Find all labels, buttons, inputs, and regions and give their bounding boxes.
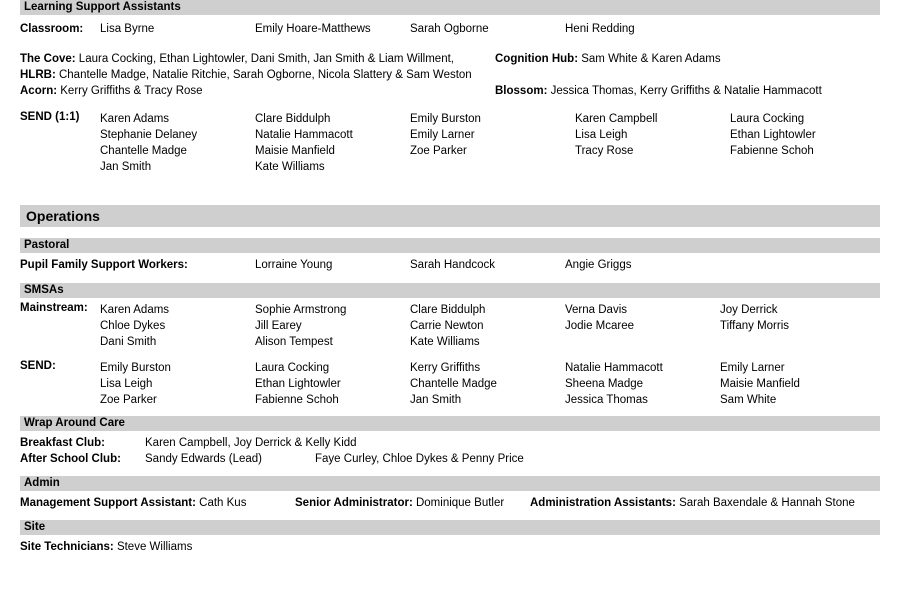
smsas-send-name: Sam White: [720, 394, 777, 406]
lsa-group-value: Jessica Thomas, Kerry Griffiths & Natalie Hammacott: [550, 85, 822, 97]
lsa-group-value: Sam White & Karen Adams: [581, 53, 721, 65]
lsa-send-name: Stephanie Delaney: [100, 129, 198, 141]
wrap-breakfast-value: Karen Campbell, Joy Derrick & Kelly Kidd: [145, 437, 357, 449]
smsas-name: Joy Derrick: [720, 304, 778, 316]
pastoral-name: Sarah Handcock: [410, 259, 496, 271]
wrap-after-rest: Faye Curley, Chloe Dykes & Penny Price: [315, 453, 524, 465]
lsa-group-row: [20, 67, 880, 83]
subsection-header-site: Site: [20, 520, 880, 535]
wrap-after-lead: Sandy Edwards (Lead): [145, 453, 262, 465]
lsa-send-name: Maisie Manfield: [255, 145, 335, 157]
site-value: Steve Williams: [116, 541, 193, 553]
subsection-header-pastoral: Pastoral: [20, 238, 880, 253]
admin-label: Administration Assistants:: [530, 497, 676, 509]
subsection-header-wrap-around-care: Wrap Around Care: [20, 416, 880, 431]
lsa-send-label: SEND (1:1): [20, 111, 80, 123]
lsa-classroom-name: Sarah Ogborne: [410, 23, 489, 35]
smsas-send-name: Jan Smith: [410, 394, 462, 406]
lsa-send-name: Lisa Leigh: [575, 129, 628, 141]
smsas-send-name: Sheena Madge: [565, 378, 644, 390]
smsas-mainstream-label: Mainstream:: [20, 302, 88, 314]
smsas-name: Dani Smith: [100, 336, 157, 348]
lsa-send-name: Laura Cocking: [730, 113, 805, 125]
lsa-send-name: Zoe Parker: [410, 145, 467, 157]
lsa-group-value: Kerry Griffiths & Tracy Rose: [60, 85, 203, 97]
lsa-send-name: Jan Smith: [100, 161, 152, 173]
smsas-send-label: SEND:: [20, 360, 56, 372]
pastoral-row: [20, 257, 880, 273]
lsa-send-name: Karen Adams: [100, 113, 170, 125]
smsas-name: Chloe Dykes: [100, 320, 166, 332]
smsas-send-name: Kerry Griffiths: [410, 362, 481, 374]
admin-value: Cath Kus: [199, 497, 247, 509]
pastoral-name: Lorraine Young: [255, 259, 333, 271]
pastoral-name: Angie Griggs: [565, 259, 632, 271]
smsas-name: Jodie Mcaree: [565, 320, 635, 332]
lsa-send-name: Clare Biddulph: [255, 113, 331, 125]
admin-row: [20, 495, 880, 511]
smsas-send-block: [20, 360, 880, 408]
smsas-send-name: Zoe Parker: [100, 394, 157, 406]
lsa-group-label: Cognition Hub:: [495, 53, 579, 65]
lsa-send-block: [20, 111, 880, 175]
smsas-send-name: Maisie Manfield: [720, 378, 800, 390]
lsa-send-name: Karen Campbell: [575, 113, 658, 125]
smsas-mainstream-block: [20, 302, 880, 350]
lsa-send-name: Emily Larner: [410, 129, 475, 141]
lsa-send-name: Chantelle Madge: [100, 145, 187, 157]
admin-value: Sarah Baxendale & Hannah Stone: [679, 497, 855, 509]
lsa-classroom-name: Heni Redding: [565, 23, 635, 35]
smsas-send-name: Jessica Thomas: [565, 394, 648, 406]
pastoral-label: Pupil Family Support Workers:: [20, 259, 188, 271]
smsas-name: Verna Davis: [565, 304, 628, 316]
smsas-send-name: Emily Burston: [100, 362, 171, 374]
site-row: [20, 539, 880, 555]
smsas-name: Kate Williams: [410, 336, 480, 348]
smsas-name: Tiffany Morris: [720, 320, 790, 332]
lsa-group-label: Acorn:: [20, 85, 58, 97]
admin-value: Dominique Butler: [415, 497, 505, 509]
smsas-send-name: Chantelle Madge: [410, 378, 497, 390]
smsas-send-name: Emily Larner: [720, 362, 785, 374]
wrap-breakfast-label: Breakfast Club:: [20, 437, 105, 449]
lsa-classroom-name: Lisa Byrne: [100, 23, 155, 35]
lsa-send-name: Ethan Lightowler: [730, 129, 816, 141]
lsa-send-name: Kate Williams: [255, 161, 325, 173]
admin-label: Senior Administrator:: [295, 497, 413, 509]
wrap-after-row: [20, 451, 880, 467]
wrap-after-label: After School Club:: [20, 453, 121, 465]
lsa-group-value: Chantelle Madge, Natalie Ritchie, Sarah Ogborne, Nicola Slattery & Sam Weston: [58, 69, 472, 81]
lsa-group-label: HLRB:: [20, 69, 56, 81]
lsa-classroom-label: Classroom:: [20, 23, 84, 35]
lsa-group-row: [20, 83, 880, 99]
smsas-send-name: Natalie Hammacott: [565, 362, 663, 374]
smsas-name: Clare Biddulph: [410, 304, 486, 316]
lsa-send-name: Emily Burston: [410, 113, 481, 125]
smsas-name: Alison Tempest: [255, 336, 333, 348]
smsas-send-name: Ethan Lightowler: [255, 378, 341, 390]
smsas-send-name: Lisa Leigh: [100, 378, 153, 390]
lsa-group-label: The Cove:: [20, 53, 76, 65]
wrap-breakfast-row: [20, 435, 880, 451]
smsas-name: Jill Earey: [255, 320, 302, 332]
section-header-lsa: Learning Support Assistants: [20, 0, 880, 15]
smsas-name: Carrie Newton: [410, 320, 484, 332]
subsection-header-smsas: SMSAs: [20, 283, 880, 298]
smsas-name: Sophie Armstrong: [255, 304, 347, 316]
section-header-operations: Operations: [20, 205, 880, 227]
subsection-header-admin: Admin: [20, 476, 880, 491]
smsas-send-name: Fabienne Schoh: [255, 394, 339, 406]
lsa-send-name: Fabienne Schoh: [730, 145, 814, 157]
lsa-classroom-name: Emily Hoare-Matthews: [255, 23, 371, 35]
lsa-group-label: Blossom:: [495, 85, 548, 97]
lsa-classroom-row: [20, 21, 880, 37]
lsa-send-name: Natalie Hammacott: [255, 129, 353, 141]
lsa-groups: [20, 51, 880, 99]
lsa-send-name: Tracy Rose: [575, 145, 634, 157]
admin-label: Management Support Assistant:: [20, 497, 196, 509]
lsa-group-row: [20, 51, 880, 67]
smsas-name: Karen Adams: [100, 304, 170, 316]
site-label: Site Technicians:: [20, 541, 114, 553]
lsa-group-value: Laura Cocking, Ethan Lightowler, Dani Smith, Jan Smith & Liam Willment,: [78, 53, 454, 65]
smsas-send-name: Laura Cocking: [255, 362, 330, 374]
